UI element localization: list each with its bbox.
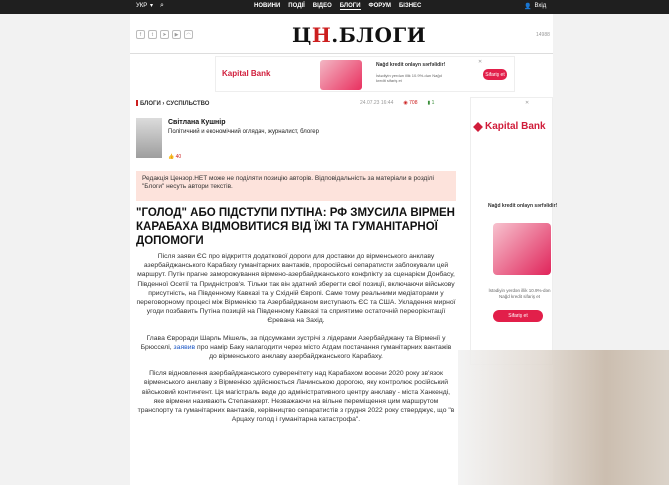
logo-text-part1: Ц — [292, 23, 312, 47]
bank-logo-icon — [473, 122, 483, 132]
site-header — [130, 14, 553, 54]
telegram-icon[interactable]: ➤ — [160, 30, 169, 39]
views-count — [403, 100, 417, 106]
p2-text-before: Глава Євроради Шарль Мішель, за підсумками зустрічі з лідерами Азербайджану та Вірменії у Брюсселі, — [140, 334, 446, 351]
header-divider — [130, 53, 553, 54]
editorial-disclaimer: Редакція Цензор.НЕТ може не поділяти позицію авторів. Відповідальність за матеріали в розділі "Блоги" несуть автори текстів. — [136, 171, 456, 201]
article-link[interactable]: заявив — [173, 343, 196, 351]
ad-cta-button[interactable]: Sifariş et — [483, 69, 507, 80]
article-paragraph-1: Після заяви ЄС про відкриття додаткової дороги для доставки до вірменського анклаву азербайджанського Карабаху гуманітарних вантажів, проросійські сепаратисти заблокували цей маршрут. Путін прагне заморожування вірмено-азербайджанського конфлікту за сценарієм Донбасу, Південної Осетії та Придністров'я. Тільки так він здатний зберегти свої позиції, включаючи військову присутність, на Південному Кавказі та у Східній Європі. Саме тому реальними медіаторами у переговорному процесі між Вірменією та Азербайджаном виступають ЄС та США. Укладення мирної угоди позбавить Путіна позицій на Південному Кавказі та сприятиме остаточній переорієнтації Єревана на Захід. — [136, 253, 456, 325]
views-value: 708 — [409, 100, 418, 106]
login-label: Вхід — [534, 3, 547, 9]
ad-brand: Kapital Bank — [485, 121, 546, 132]
site-logo[interactable] — [292, 23, 426, 47]
article-paragraph-2 — [136, 334, 456, 362]
rss-icon[interactable]: ◠ — [184, 30, 193, 39]
author-avatar[interactable] — [136, 118, 162, 158]
article-title: "ГОЛОД" АБО ПІДСТУПИ ПУТІНА: РФ ЗМУСИЛА ВІРМЕН КАРАБАХА ВІДМОВИТИСЯ ВІД ЇЖІ ТА ГУМАНІТАРНОЇ ДОПОМОГИ — [136, 207, 455, 247]
nav-item-news[interactable]: НОВИНИ — [254, 3, 281, 9]
social-links — [136, 30, 193, 39]
main-nav — [254, 3, 421, 10]
nav-item-video[interactable]: ВІДЕО — [312, 3, 332, 9]
shares-count[interactable] — [427, 100, 434, 106]
ad-headline: Nağd kredit onlayn sərfəlidir! — [376, 62, 446, 68]
nav-item-business[interactable]: БІЗНЕС — [398, 3, 422, 9]
chevron-down-icon[interactable]: ▾ — [150, 3, 154, 9]
ad-close-icon[interactable]: ✕ — [525, 100, 530, 106]
twitter-icon[interactable]: t — [148, 30, 157, 39]
nav-item-blogs[interactable]: БЛОГИ — [339, 3, 361, 9]
author-description: Політичний и економічний оглядач, журналист, блогер — [168, 129, 319, 135]
article-meta — [360, 100, 434, 106]
nav-item-forum[interactable]: ФОРУМ — [368, 3, 391, 9]
user-icon: 👤 — [524, 4, 532, 10]
shares-value: 1 — [431, 100, 435, 106]
article-paragraph-3: Після відновлення азербайджанського суверенітету над Карабахом восени 2020 року зв'язок вірменського анклаву з Вірменією здійснюється Лачинською дорогою, яку контролює російський військовий контингент. Ця магістраль веде до адміністративного центру анклаву - міста Ханкенді, яке вірмени називають Степанакерт. Незважаючи на вільне переміщення цим маршрутом транспорту та гуманітарних вантажів, керівництво сепаратистів з грудня 2022 року стверджує, що "в Арцаху голод і гуманітарна катастрофа". — [137, 370, 455, 424]
ad-subtext: İstədiyin yerdən illik 10.9%-dən Nağd kredit sifariş et — [376, 73, 442, 83]
logo-text-part3: .БЛОГИ — [331, 23, 427, 47]
thumb-icon: 👍 — [168, 154, 176, 160]
banner-ad-top[interactable] — [215, 56, 515, 92]
ad-headline: Nağd kredit onlayn sərfəlidir! — [488, 203, 558, 209]
ad-phone-image — [320, 60, 362, 90]
facebook-icon[interactable]: f — [136, 30, 145, 39]
author-karma — [168, 154, 181, 160]
karma-value: 40 — [175, 154, 182, 160]
ad-close-icon[interactable]: ✕ — [478, 59, 483, 65]
author-card — [136, 118, 456, 174]
breadcrumb-text: БЛОГИ › СУСПІЛЬСТВО — [140, 101, 210, 107]
sidebar-ad[interactable] — [470, 97, 558, 365]
p2-text-after: про намір Баку налагодити через місто Агдам постачання гуманітарних вантажів до вірменського анклаву азербайджанського Карабаху. — [195, 343, 452, 361]
youtube-icon[interactable]: ▶ — [172, 30, 181, 39]
breadcrumb-marker — [136, 100, 138, 106]
search-icon[interactable]: ⌕ — [160, 2, 164, 9]
top-navigation-bar — [0, 0, 669, 14]
article-body — [136, 252, 456, 432]
login-button[interactable] — [524, 3, 546, 10]
article-date: 24.07.23 16:44 — [360, 100, 394, 106]
ad-brand: Kapital Bank — [222, 69, 271, 78]
ad-subtext: İstədiyin yerdən illik 10.9%-dən Nağd kredit sifariş et — [488, 288, 551, 299]
header-counter: 14988 — [536, 32, 550, 38]
author-name[interactable]: Світлана Кушнір — [168, 119, 226, 126]
ad-phone-image — [493, 223, 551, 275]
language-selector[interactable]: УКР — [136, 3, 148, 9]
breadcrumb[interactable] — [136, 100, 209, 107]
blurred-background-image — [458, 350, 669, 485]
eye-icon: ◉ — [403, 100, 410, 106]
share-icon: ▮ — [427, 100, 432, 106]
ad-cta-button[interactable]: Sifariş et — [493, 310, 543, 322]
nav-item-events[interactable]: ПОДІЇ — [288, 3, 305, 9]
logo-text-part2: Н — [311, 23, 332, 47]
